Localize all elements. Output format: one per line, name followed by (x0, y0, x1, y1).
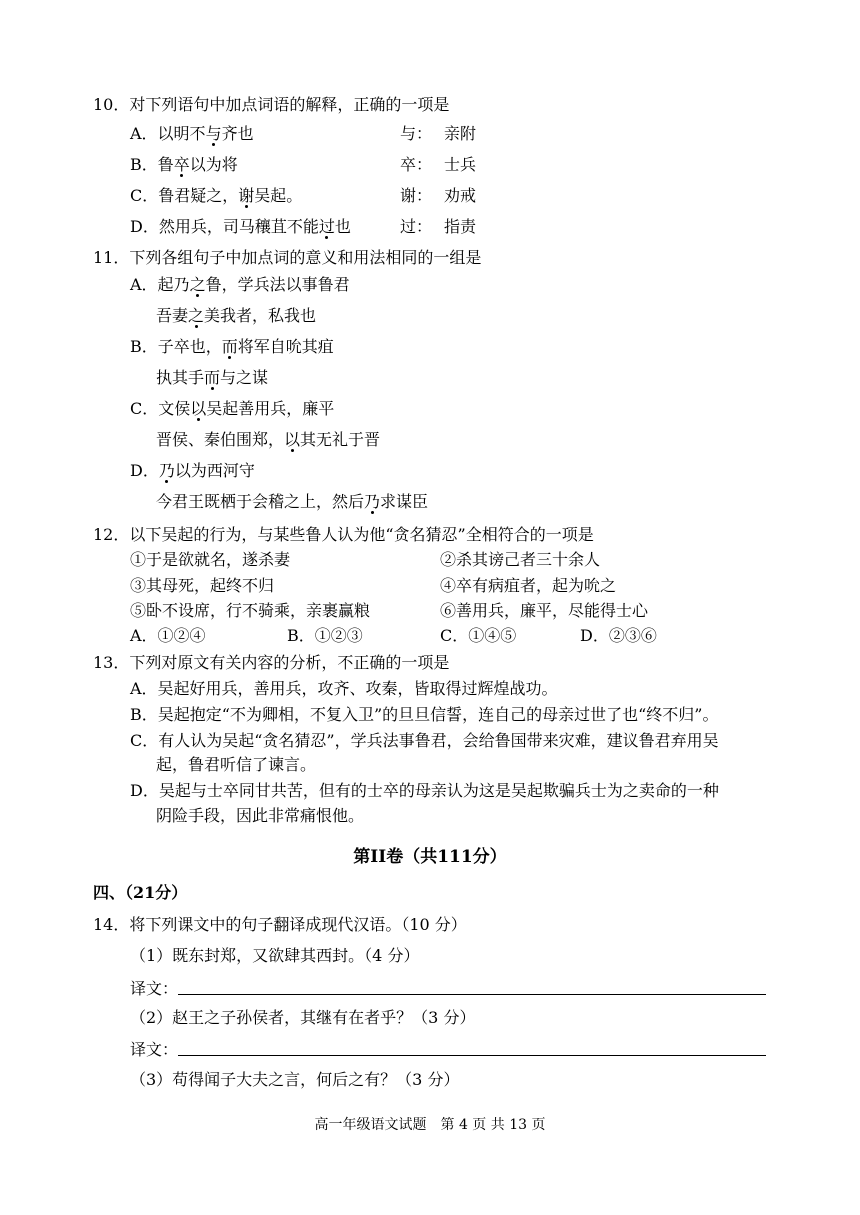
q10-option-c-word: 谢： (400, 186, 433, 205)
q10-stem: 10．对下列语句中加点词语的解释，正确的一项是 (93, 95, 450, 114)
emphasis-dot-char: 以 (284, 430, 301, 449)
q11-option-d-line2: 今君王既栖于会稽之上，然后乃求谋臣 (156, 492, 429, 511)
q12-item-2: ②杀其谤己者三十余人 (440, 550, 601, 569)
part2-title: 第II卷（共111分） (353, 847, 507, 867)
translation-answer-line-1[interactable] (178, 994, 766, 995)
q12-item-3: ③其母死，起终不归 (130, 576, 275, 595)
emphasis-dot-char: 之 (188, 306, 205, 325)
q10-option-d: D．然用兵，司马穰苴不能过也 (130, 217, 351, 236)
q13-option-c-line2: 起，鲁君听信了谏言。 (156, 755, 317, 774)
q10-option-a-word: 与： (400, 124, 433, 143)
q14-sentence-2: （2）赵王之子孙侯者，其继有在者乎？（3 分） (130, 1008, 476, 1027)
emphasis-dot-char: 之 (189, 275, 206, 294)
q13-option-d-line1: D．吴起与士卒同甘共苦，但有的士卒的母亲认为这是吴起欺骗兵士为之卖命的一种 (130, 781, 719, 800)
emphasis-dot-char: 而 (204, 368, 221, 387)
q10-option-b-meaning: 士兵 (444, 155, 477, 174)
q11-stem: 11．下列各组句子中加点词的意义和用法相同的一组是 (93, 248, 482, 267)
q12-choice-d: D．②③⑥ (580, 626, 657, 645)
q10-option-a: A．以明不与齐也 (130, 124, 254, 143)
emphasis-dot-char: 以 (190, 399, 207, 418)
q12-item-5: ⑤卧不设席，行不骑乘，亲裹赢粮 (130, 601, 371, 620)
q13-option-b: B．吴起抱定“不为卿相，不复入卫”的旦旦信誓，连自己的母亲过世了也“终不归”。 (130, 705, 719, 724)
emphasis-dot-char: 与 (205, 124, 222, 143)
q13-stem: 13．下列对原文有关内容的分析，不正确的一项是 (93, 653, 450, 672)
q14-sentence-3: （3）苟得闻子大夫之言，何后之有？（3 分） (130, 1070, 460, 1089)
q10-option-c-meaning: 劝戒 (444, 186, 477, 205)
q13-option-a: A．吴起好用兵，善用兵，攻齐、攻秦，皆取得过辉煌战功。 (130, 679, 558, 698)
emphasis-dot-char: 过 (318, 217, 335, 236)
q10-option-c: C．鲁君疑之，谢吴起。 (130, 186, 303, 205)
q13-option-c-line1: C．有人认为吴起“贪名猜忍”，学兵法事鲁君，会给鲁国带来灾难，建议鲁君弃用吴 (130, 731, 719, 750)
emphasis-dot-char: 乃 (364, 492, 381, 511)
section4-heading: 四、（21分） (93, 883, 188, 902)
q12-choice-a: A．①②④ (130, 626, 206, 645)
q11-option-b-line2: 执其手而与之谋 (156, 368, 269, 387)
translation-answer-line-2[interactable] (178, 1055, 766, 1056)
translation-label-1: 译文： (130, 979, 179, 998)
emphasis-dot-char: 卒 (173, 155, 190, 174)
q11-option-d-line1: D．乃以为西河守 (130, 461, 255, 480)
emphasis-dot-char: 而 (221, 337, 238, 356)
q10-option-b: B．鲁卒以为将 (130, 155, 238, 174)
q14-stem: 14．将下列课文中的句子翻译成现代汉语。（10 分） (93, 915, 467, 934)
q10-option-a-meaning: 亲附 (444, 124, 477, 143)
q10-option-d-meaning: 指责 (444, 217, 477, 236)
q12-item-4: ④卒有病疽者，起为吮之 (440, 576, 617, 595)
emphasis-dot-char: 谢 (238, 186, 255, 205)
q12-item-1: ①于是欲就名，遂杀妻 (130, 550, 291, 569)
q12-choice-c: C．①④⑤ (440, 626, 517, 645)
translation-label-2: 译文： (130, 1040, 179, 1059)
q13-option-d-line2: 阴险手段，因此非常痛恨他。 (156, 806, 365, 825)
q12-stem: 12．以下吴起的行为，与某些鲁人认为他“贪名猜忍”全相符合的一项是 (93, 525, 594, 544)
q11-option-c-line2: 晋侯、秦伯围郑，以其无礼于晋 (156, 430, 381, 449)
q11-option-a-line1: A．起乃之鲁，学兵法以事鲁君 (130, 275, 350, 294)
q12-item-6: ⑥善用兵，廉平，尽能得士心 (440, 601, 649, 620)
q11-option-b-line1: B．子卒也，而将军自吮其疽 (130, 337, 334, 356)
emphasis-dot-char: 乃 (158, 461, 175, 480)
q12-choice-b: B．①②③ (287, 626, 363, 645)
q14-sentence-1: （1）既东封郑，又欲肆其西封。（4 分） (130, 946, 420, 965)
q10-option-d-word: 过： (400, 217, 433, 236)
q11-option-c-line1: C．文侯以吴起善用兵，廉平 (130, 399, 335, 418)
q11-option-a-line2: 吾妻之美我者，私我也 (156, 306, 317, 325)
q10-option-b-word: 卒： (400, 155, 433, 174)
page-footer: 高一年级语文试题 第 4 页 共 13 页 (314, 1117, 546, 1133)
